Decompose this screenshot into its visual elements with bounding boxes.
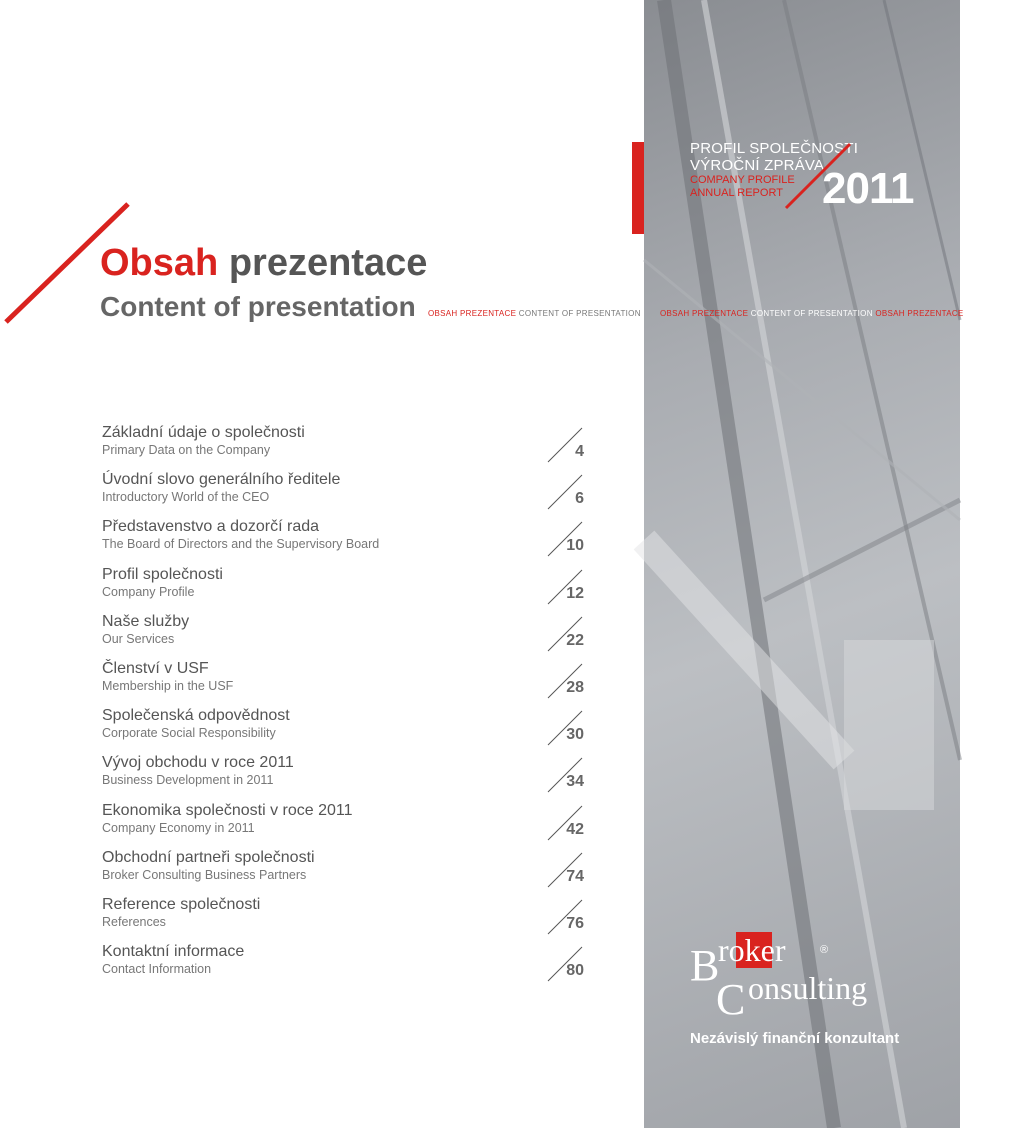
toc-item-page: 6: [575, 490, 584, 508]
header-line4: ANNUAL REPORT: [690, 187, 783, 199]
toc-item[interactable]: [102, 802, 592, 849]
page-title-part2: prezentace: [228, 242, 428, 284]
header-line1: PROFIL SPOLEČNOSTI: [690, 140, 859, 157]
toc-item-czech: Úvodní slovo generálního ředitele: [102, 471, 341, 489]
toc-item[interactable]: [102, 849, 592, 896]
toc-item-czech: Naše služby: [102, 612, 190, 630]
toc-item-english: Introductory World of the CEO: [102, 490, 270, 505]
logo-word-roker: roker: [718, 932, 786, 968]
toc-item-page: 10: [566, 537, 584, 555]
toc-item[interactable]: [102, 754, 592, 801]
toc-item-czech: Ekonomika společnosti v roce 2011: [102, 801, 353, 819]
toc-item-english: Business Development in 2011: [102, 773, 274, 788]
toc-item-page: 4: [575, 443, 584, 460]
toc-item-czech: Společenská odpovědnost: [102, 707, 290, 725]
registered-icon: ®: [820, 944, 829, 956]
report-year: 2011: [822, 164, 914, 213]
report-header: [690, 140, 950, 213]
toc-item-english: Contact Information: [102, 962, 212, 977]
page-title-part1: Obsah: [100, 242, 219, 284]
strip-red-text: OBSAH PREZENTACE: [428, 309, 517, 318]
toc-item-page: 74: [566, 867, 584, 885]
page-subtitle: Content of presentation: [100, 291, 416, 322]
toc-item[interactable]: [102, 566, 592, 613]
toc-item-czech: Kontaktní informace: [102, 943, 245, 961]
strip-right-grey-2: CONTENT O: [966, 309, 1016, 318]
logo-tagline: Nezávislý finanční konzultant: [690, 1030, 900, 1047]
toc-item-page: 80: [566, 962, 584, 980]
logo-word-onsulting: onsulting: [748, 970, 868, 1006]
toc-item-page: 76: [566, 914, 584, 932]
toc-item-czech: Profil společnosti: [102, 565, 223, 583]
toc-item-english: Corporate Social Responsibility: [102, 726, 276, 741]
toc-item-english: Our Services: [102, 631, 175, 646]
toc-item-czech: Vývoj obchodu v roce 2011: [102, 754, 294, 772]
toc-item-czech: Členství v USF: [102, 659, 209, 677]
logo-letter-b: B: [690, 941, 720, 990]
logo-letter-c: C: [716, 975, 746, 1024]
toc-item-english: Membership in the USF: [102, 678, 234, 693]
toc-item-czech: Základní údaje o společnosti: [102, 424, 305, 441]
toc-item-english: References: [102, 914, 166, 929]
toc-item[interactable]: [102, 424, 592, 471]
strip-grey-text: CONTENT OF PRESENTATION: [518, 309, 641, 318]
toc-item-page: 30: [566, 726, 584, 744]
toc-item[interactable]: [102, 471, 592, 518]
header-line2: VÝROČNÍ ZPRÁVA: [690, 157, 825, 174]
toc-item[interactable]: [102, 896, 592, 943]
toc-item[interactable]: [102, 707, 592, 754]
toc-item-czech: Představenstvo a dozorčí rada: [102, 518, 320, 536]
strip-right-red-2: OBSAH PREZENTACE: [875, 309, 964, 318]
table-of-contents: [102, 424, 592, 990]
toc-item-english: Company Profile: [102, 584, 195, 599]
toc-item-page: 12: [566, 584, 584, 602]
toc-item[interactable]: [102, 660, 592, 707]
toc-item[interactable]: [102, 613, 592, 660]
strip-right-grey-1: CONTENT OF PRESENTATION: [750, 309, 873, 318]
toc-item-page: 42: [566, 820, 584, 838]
toc-item-page: 34: [566, 773, 584, 791]
header-line3: COMPANY PROFILE: [690, 174, 795, 186]
toc-item[interactable]: [102, 943, 592, 990]
toc-item-czech: Obchodní partneři společnosti: [102, 848, 315, 866]
toc-item-page: 28: [566, 678, 584, 696]
toc-item-english: Primary Data on the Company: [102, 443, 271, 457]
toc-item[interactable]: [102, 518, 592, 565]
strip-right-red-1: OBSAH PREZENTACE: [660, 309, 749, 318]
toc-item-english: Broker Consulting Business Partners: [102, 867, 307, 882]
toc-item-page: 22: [566, 631, 584, 649]
section-strip-right: [660, 309, 1016, 318]
toc-item-english: Company Economy in 2011: [102, 820, 255, 835]
toc-item-english: The Board of Directors and the Supervisory Board: [102, 537, 380, 552]
toc-item-czech: Reference společnosti: [102, 895, 261, 913]
section-strip: [428, 309, 641, 318]
red-accent-tab: [632, 142, 644, 234]
page-title: [100, 242, 427, 285]
